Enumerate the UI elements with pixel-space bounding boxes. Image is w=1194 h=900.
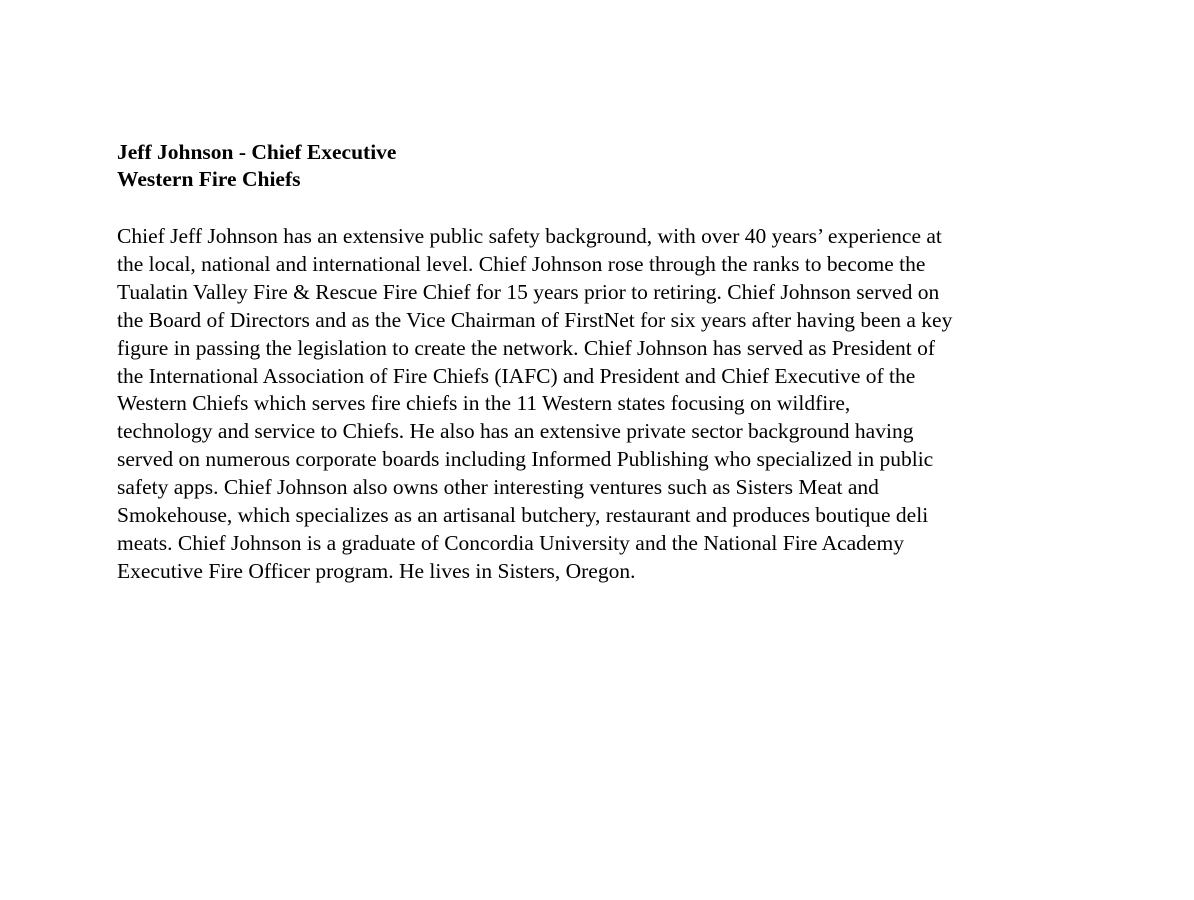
bio-line: figure in passing the legislation to create the network. Chief Johnson has served as President of xyxy=(117,335,935,360)
bio-line: the local, national and international level. Chief Johnson rose through the ranks to become the xyxy=(117,251,926,276)
bio-line: Executive Fire Officer program. He lives in Sisters, Oregon. xyxy=(117,558,636,583)
bio-line: safety apps. Chief Johnson also owns other interesting ventures such as Sisters Meat and xyxy=(117,475,879,500)
name-title-heading: Jeff Johnson - Chief Executive xyxy=(117,140,397,164)
bio-line: Tualatin Valley Fire & Rescue Fire Chief for 15 years prior to retiring. Chief Johnson served on xyxy=(117,279,940,304)
bio-line: Chief Jeff Johnson has an extensive public safety background, with over 40 years’ experience at xyxy=(117,224,942,248)
bio-line: technology and service to Chiefs. He also has an extensive private sector background having xyxy=(117,419,914,444)
bio-line: Western Chiefs which serves fire chiefs in the 11 Western states focusing on wildfire, xyxy=(117,391,851,416)
bio-line: served on numerous corporate boards including Informed Publishing who specialized in public xyxy=(117,447,934,472)
heading-block xyxy=(117,139,396,193)
bio-line: meats. Chief Johnson is a graduate of Concordia University and the National Fire Academy xyxy=(117,530,904,555)
bio-line: the International Association of Fire Chiefs (IAFC) and President and Chief Executive of the xyxy=(117,363,916,388)
bio-line: Smokehouse, which specializes as an artisanal butchery, restaurant and produces boutique deli xyxy=(117,503,929,528)
bio-line: the Board of Directors and as the Vice Chairman of FirstNet for six years after having been a key xyxy=(117,307,953,332)
organization-heading: Western Fire Chiefs xyxy=(117,167,301,191)
bio-paragraph xyxy=(117,223,952,586)
